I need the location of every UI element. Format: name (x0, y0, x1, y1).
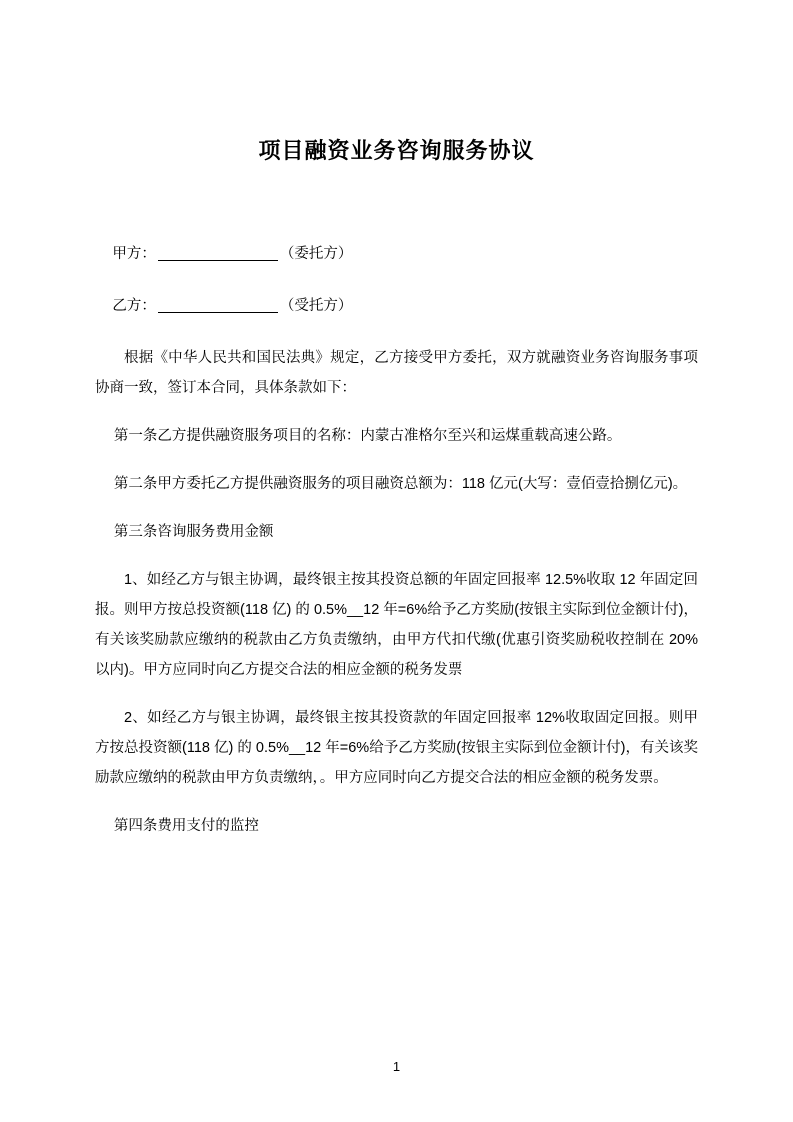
party-jiafang-blank[interactable] (158, 260, 278, 261)
page-title: 项目融资业务咨询服务协议 (258, 138, 535, 163)
party-yifang-prefix: 乙方： (112, 298, 156, 314)
paragraph-article-3-heading: 第三条咨询服务费用金额 (113, 524, 274, 540)
page-number: 1 (392, 1059, 401, 1074)
paragraph-preamble: 根据《中华人民共和国民法典》规定，乙方接受甲方委托，双方就融资业务咨询服务事项协商一致，签订本合同，具体条款如下： (95, 350, 698, 396)
party-line-yifang (95, 291, 698, 321)
party-line-jiafang (95, 239, 698, 269)
party-yifang-suffix: （受托方） (279, 298, 353, 314)
document-body (95, 239, 698, 841)
party-yifang-blank[interactable] (158, 312, 278, 313)
party-jiafang-prefix: 甲方： (112, 246, 156, 262)
paragraph-article-4-heading: 第四条费用支付的监控 (113, 818, 259, 834)
paragraph-article-3-item-2: 2、如经乙方与银主协调，最终银主按其投资款的年固定回报率 12%收取固定回报。则甲方按总投资额(118 亿) 的 0.5%__12 年=6%给予乙方奖励(按银主实际到位金额计付)，有关该奖励款应缴纳的税款由甲方负责缴纳，。甲方应同时向乙方提交合法的相应金额的税务发票。 (95, 710, 698, 786)
paragraph-article-1: 第一条乙方提供融资服务项目的名称：内蒙古准格尔至兴和运煤重载高速公路。 (113, 428, 622, 444)
paragraph-article-2: 第二条甲方委托乙方提供融资服务的项目融资总额为：118 亿元(大写：壹佰壹拾捌亿元)。 (113, 476, 688, 492)
party-jiafang-suffix: （委托方） (279, 246, 353, 262)
paragraph-article-3-item-1: 1、如经乙方与银主协调，最终银主按其投资总额的年固定回报率 12.5%收取 12 年固定回报。则甲方按总投资额(118 亿) 的 0.5%__12 年=6%给予乙方奖励(按银主实际到位金额计付)，有关该奖励款应缴纳的税款由乙方负责缴纳，由甲方代扣代缴(优惠引资奖励税收控制在 20%以内)。甲方应同时向乙方提交合法的相应金额的税务发票 (95, 572, 698, 678)
